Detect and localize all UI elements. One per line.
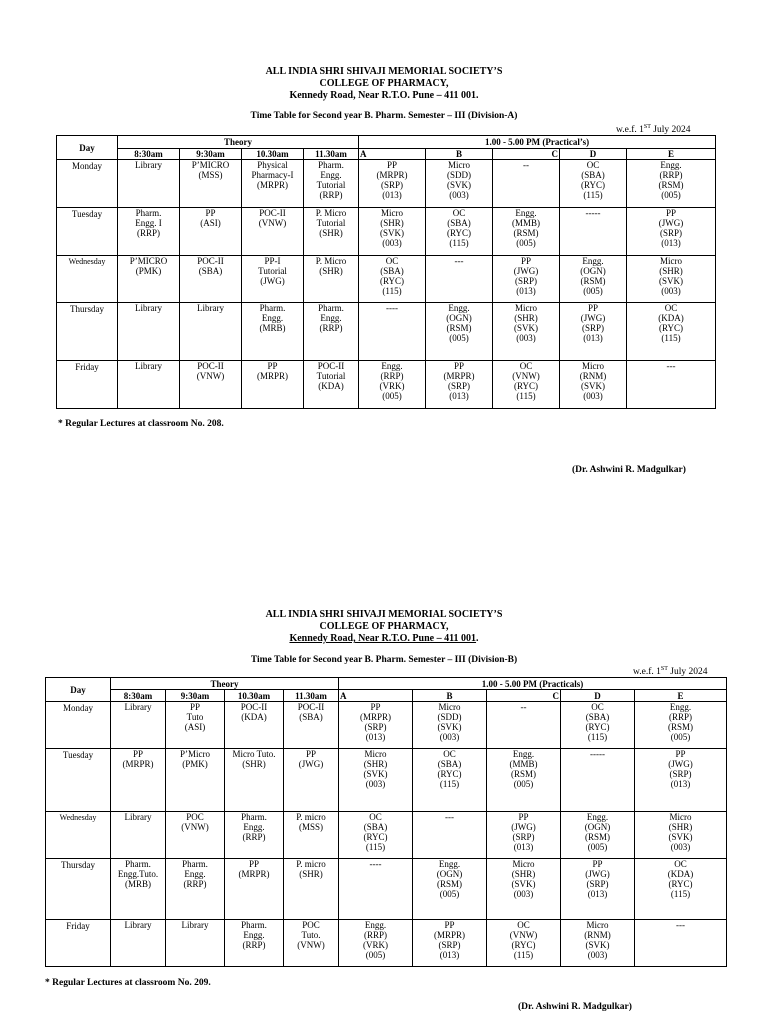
theory-cell: POC-II (KDA) [225, 702, 284, 749]
college-name-b: COLLEGE OF PHARMACY, [319, 621, 449, 632]
time-header: 11.30am [284, 690, 339, 702]
batch-header: D [561, 690, 635, 702]
practical-cell: ---- [339, 859, 413, 920]
table-row [57, 361, 716, 409]
theory-cell: Library [118, 303, 180, 361]
day-cell: Friday [46, 920, 111, 967]
wef-date-a: w.e.f. 1ST July 2024 [616, 124, 691, 136]
theory-cell: Library [111, 812, 166, 859]
theory-cell: Pharm. Engg. (RRP) [225, 812, 284, 859]
day-cell: Thursday [46, 859, 111, 920]
practical-cell: -- [487, 702, 561, 749]
lecture-note-b: * Regular Lectures at classroom No. 209. [45, 978, 211, 988]
day-cell: Wednesday [57, 256, 118, 303]
practical-cell: Micro (SHR) (SVK) (003) [627, 256, 716, 303]
timetable-b [45, 677, 727, 967]
practical-cell: Engg. (OGN) (RSM) (005) [561, 812, 635, 859]
theory-cell: POC-II (SBA) [180, 256, 242, 303]
header-row-a [57, 149, 716, 160]
practical-cell: Micro (SHR) (SVK) (003) [635, 812, 727, 859]
table-row [46, 702, 727, 749]
practical-cell: Micro (SDD) (SVK) (003) [413, 702, 487, 749]
org-name-b: ALL INDIA SHRI SHIVAJI MEMORIAL SOCIETY’S [265, 609, 503, 620]
practical-cell: PP (MRPR) (SRP) (013) [339, 702, 413, 749]
theory-cell: P. Micro (SHR) [304, 256, 359, 303]
theory-cell: P. micro (SHR) [284, 859, 339, 920]
theory-cell: Pharm. Engg.Tuto. (MRB) [111, 859, 166, 920]
timetable-a [56, 135, 716, 409]
time-header: 10.30am [225, 690, 284, 702]
wef-date-b: w.e.f. 1ST July 2024 [633, 666, 708, 678]
theory-cell: Pharm. Engg. (RRP) [304, 303, 359, 361]
day-cell: Friday [57, 361, 118, 409]
theory-cell: POC-II (VNW) [242, 208, 304, 256]
practical-cell: PP (JWG) (SRP) (013) [487, 812, 561, 859]
batch-header: E [635, 690, 727, 702]
batch-header: A [339, 690, 413, 702]
practical-cell: Engg. (RRP) (VRK) (005) [359, 361, 426, 409]
practical-cell: Engg. (RRP) (VRK) (005) [339, 920, 413, 967]
address-b: Kennedy Road, Near R.T.O. Pune – 411 001. [289, 633, 479, 644]
practical-cell: Micro (SHR) (SVK) (003) [339, 749, 413, 812]
day-cell: Monday [57, 160, 118, 208]
practical-cell: Micro (SHR) (SVK) (003) [359, 208, 426, 256]
table-row [46, 812, 727, 859]
day-cell: Tuesday [46, 749, 111, 812]
practical-cell: PP (JWG) (SRP) (013) [561, 859, 635, 920]
table-row [46, 920, 727, 967]
theory-cell: PP Tuto (ASI) [166, 702, 225, 749]
time-header: 8:30am [111, 690, 166, 702]
theory-cell: PP (ASI) [180, 208, 242, 256]
practical-cell: OC (VNW) (RYC) (115) [487, 920, 561, 967]
table-row [57, 208, 716, 256]
header-row-b [46, 690, 727, 702]
theory-cell: PP (MRPR) [242, 361, 304, 409]
practical-cell: Micro (SDD) (SVK) (003) [426, 160, 493, 208]
theory-header: Theory [111, 678, 339, 690]
day-header: Day [46, 678, 111, 702]
batch-header: D [560, 149, 627, 160]
practical-cell: ----- [561, 749, 635, 812]
batch-header: E [627, 149, 716, 160]
practical-cell: OC (KDA) (RYC) (115) [627, 303, 716, 361]
table-row [46, 859, 727, 920]
practical-cell: Engg. (MMB) (RSM) (005) [493, 208, 560, 256]
practical-cell: --- [635, 920, 727, 967]
day-header: Day [57, 136, 118, 160]
timetable-title-b: Time Table for Second year B. Pharm. Semester – III (Division-B) [250, 655, 518, 665]
practical-cell: PP (JWG) (SRP) (013) [560, 303, 627, 361]
theory-cell: Micro Tuto. (SHR) [225, 749, 284, 812]
theory-cell: Pharm. Engg. Tutorial (RRP) [304, 160, 359, 208]
practical-cell: Micro (RNM) (SVK) (003) [560, 361, 627, 409]
practical-cell: OC (SBA) (RYC) (115) [426, 208, 493, 256]
theory-cell: P. micro (MSS) [284, 812, 339, 859]
theory-cell: PP-I Tutorial (JWG) [242, 256, 304, 303]
table-row [46, 749, 727, 812]
theory-cell: PP (MRPR) [225, 859, 284, 920]
practical-cell: Engg. (RRP) (RSM) (005) [627, 160, 716, 208]
theory-cell: Pharm. Engg. I (RRP) [118, 208, 180, 256]
table-row [57, 160, 716, 208]
day-cell: Wednesday [46, 812, 111, 859]
practical-cell: PP (MRPR) (SRP) (013) [359, 160, 426, 208]
practical-header: 1.00 - 5.00 PM (Practicals) [339, 678, 727, 690]
theory-cell: Library [111, 702, 166, 749]
address-a: Kennedy Road, Near R.T.O. Pune – 411 001. [289, 90, 479, 101]
theory-cell: PP (JWG) [284, 749, 339, 812]
practical-cell: ---- [359, 303, 426, 361]
table-row [57, 256, 716, 303]
theory-cell: Pharm. Engg. (MRB) [242, 303, 304, 361]
theory-cell: Library [180, 303, 242, 361]
theory-cell: Library [118, 160, 180, 208]
practical-cell: OC (SBA) (RYC) (115) [339, 812, 413, 859]
practical-cell: Engg. (OGN) (RSM) (005) [413, 859, 487, 920]
theory-cell: POC-II Tutorial (KDA) [304, 361, 359, 409]
signature-b: (Dr. Ashwini R. Madgulkar) [518, 1002, 632, 1012]
practical-cell: -- [493, 160, 560, 208]
practical-cell: OC (VNW) (RYC) (115) [493, 361, 560, 409]
theory-cell: P’MICRO (PMK) [118, 256, 180, 303]
practical-cell: PP (JWG) (SRP) (013) [635, 749, 727, 812]
theory-cell: POC Tuto. (VNW) [284, 920, 339, 967]
practical-cell: PP (JWG) (SRP) (013) [627, 208, 716, 256]
org-name-a: ALL INDIA SHRI SHIVAJI MEMORIAL SOCIETY’S [265, 66, 503, 77]
practical-cell: PP (MRPR) (SRP) (013) [413, 920, 487, 967]
practical-cell: Engg. (OGN) (RSM) (005) [426, 303, 493, 361]
batch-header: C [493, 149, 560, 160]
theory-cell: Pharm. Engg. (RRP) [166, 859, 225, 920]
practical-cell: ----- [560, 208, 627, 256]
time-header: 9:30am [180, 149, 242, 160]
theory-cell: PP (MRPR) [111, 749, 166, 812]
time-header: 8:30am [118, 149, 180, 160]
practical-cell: PP (JWG) (SRP) (013) [493, 256, 560, 303]
practical-cell: OC (SBA) (RYC) (115) [413, 749, 487, 812]
theory-cell: POC-II (SBA) [284, 702, 339, 749]
practical-cell: --- [627, 361, 716, 409]
theory-cell: Library [118, 361, 180, 409]
lecture-note-a: * Regular Lectures at classroom No. 208. [58, 419, 224, 429]
time-header: 10.30am [242, 149, 304, 160]
practical-cell: --- [426, 256, 493, 303]
theory-cell: Library [111, 920, 166, 967]
practical-cell: Micro (SHR) (SVK) (003) [493, 303, 560, 361]
theory-cell: POC-II (VNW) [180, 361, 242, 409]
practical-cell: Engg. (RRP) (RSM) (005) [635, 702, 727, 749]
theory-cell: POC (VNW) [166, 812, 225, 859]
batch-header: A [359, 149, 426, 160]
theory-cell: Library [166, 920, 225, 967]
practical-cell: PP (MRPR) (SRP) (013) [426, 361, 493, 409]
theory-cell: Pharm. Engg. (RRP) [225, 920, 284, 967]
day-cell: Thursday [57, 303, 118, 361]
practical-cell: Engg. (MMB) (RSM) (005) [487, 749, 561, 812]
theory-cell: P. Micro Tutorial (SHR) [304, 208, 359, 256]
practical-cell: Micro (RNM) (SVK) (003) [561, 920, 635, 967]
practical-cell: Micro (SHR) (SVK) (003) [487, 859, 561, 920]
practical-header: 1.00 - 5.00 PM (Practical’s) [359, 136, 716, 149]
theory-cell: P’MICRO (MSS) [180, 160, 242, 208]
theory-header: Theory [118, 136, 359, 149]
practical-cell: Engg. (OGN) (RSM) (005) [560, 256, 627, 303]
practical-cell: OC (SBA) (RYC) (115) [359, 256, 426, 303]
batch-header: B [426, 149, 493, 160]
theory-cell: Physical Pharmacy-I (MRPR) [242, 160, 304, 208]
day-cell: Monday [46, 702, 111, 749]
table-row [57, 303, 716, 361]
time-header: 11.30am [304, 149, 359, 160]
time-header: 9:30am [166, 690, 225, 702]
college-name-a: COLLEGE OF PHARMACY, [319, 78, 449, 89]
theory-cell: P’Micro (PMK) [166, 749, 225, 812]
timetable-title-a: Time Table for Second year B. Pharm. Semester – III (Division-A) [250, 111, 518, 121]
practical-cell: OC (KDA) (RYC) (115) [635, 859, 727, 920]
batch-header: C [487, 690, 561, 702]
practical-cell: OC (SBA) (RYC) (115) [561, 702, 635, 749]
practical-cell: OC (SBA) (RYC) (115) [560, 160, 627, 208]
signature-a: (Dr. Ashwini R. Madgulkar) [572, 465, 686, 475]
batch-header: B [413, 690, 487, 702]
practical-cell: --- [413, 812, 487, 859]
day-cell: Tuesday [57, 208, 118, 256]
